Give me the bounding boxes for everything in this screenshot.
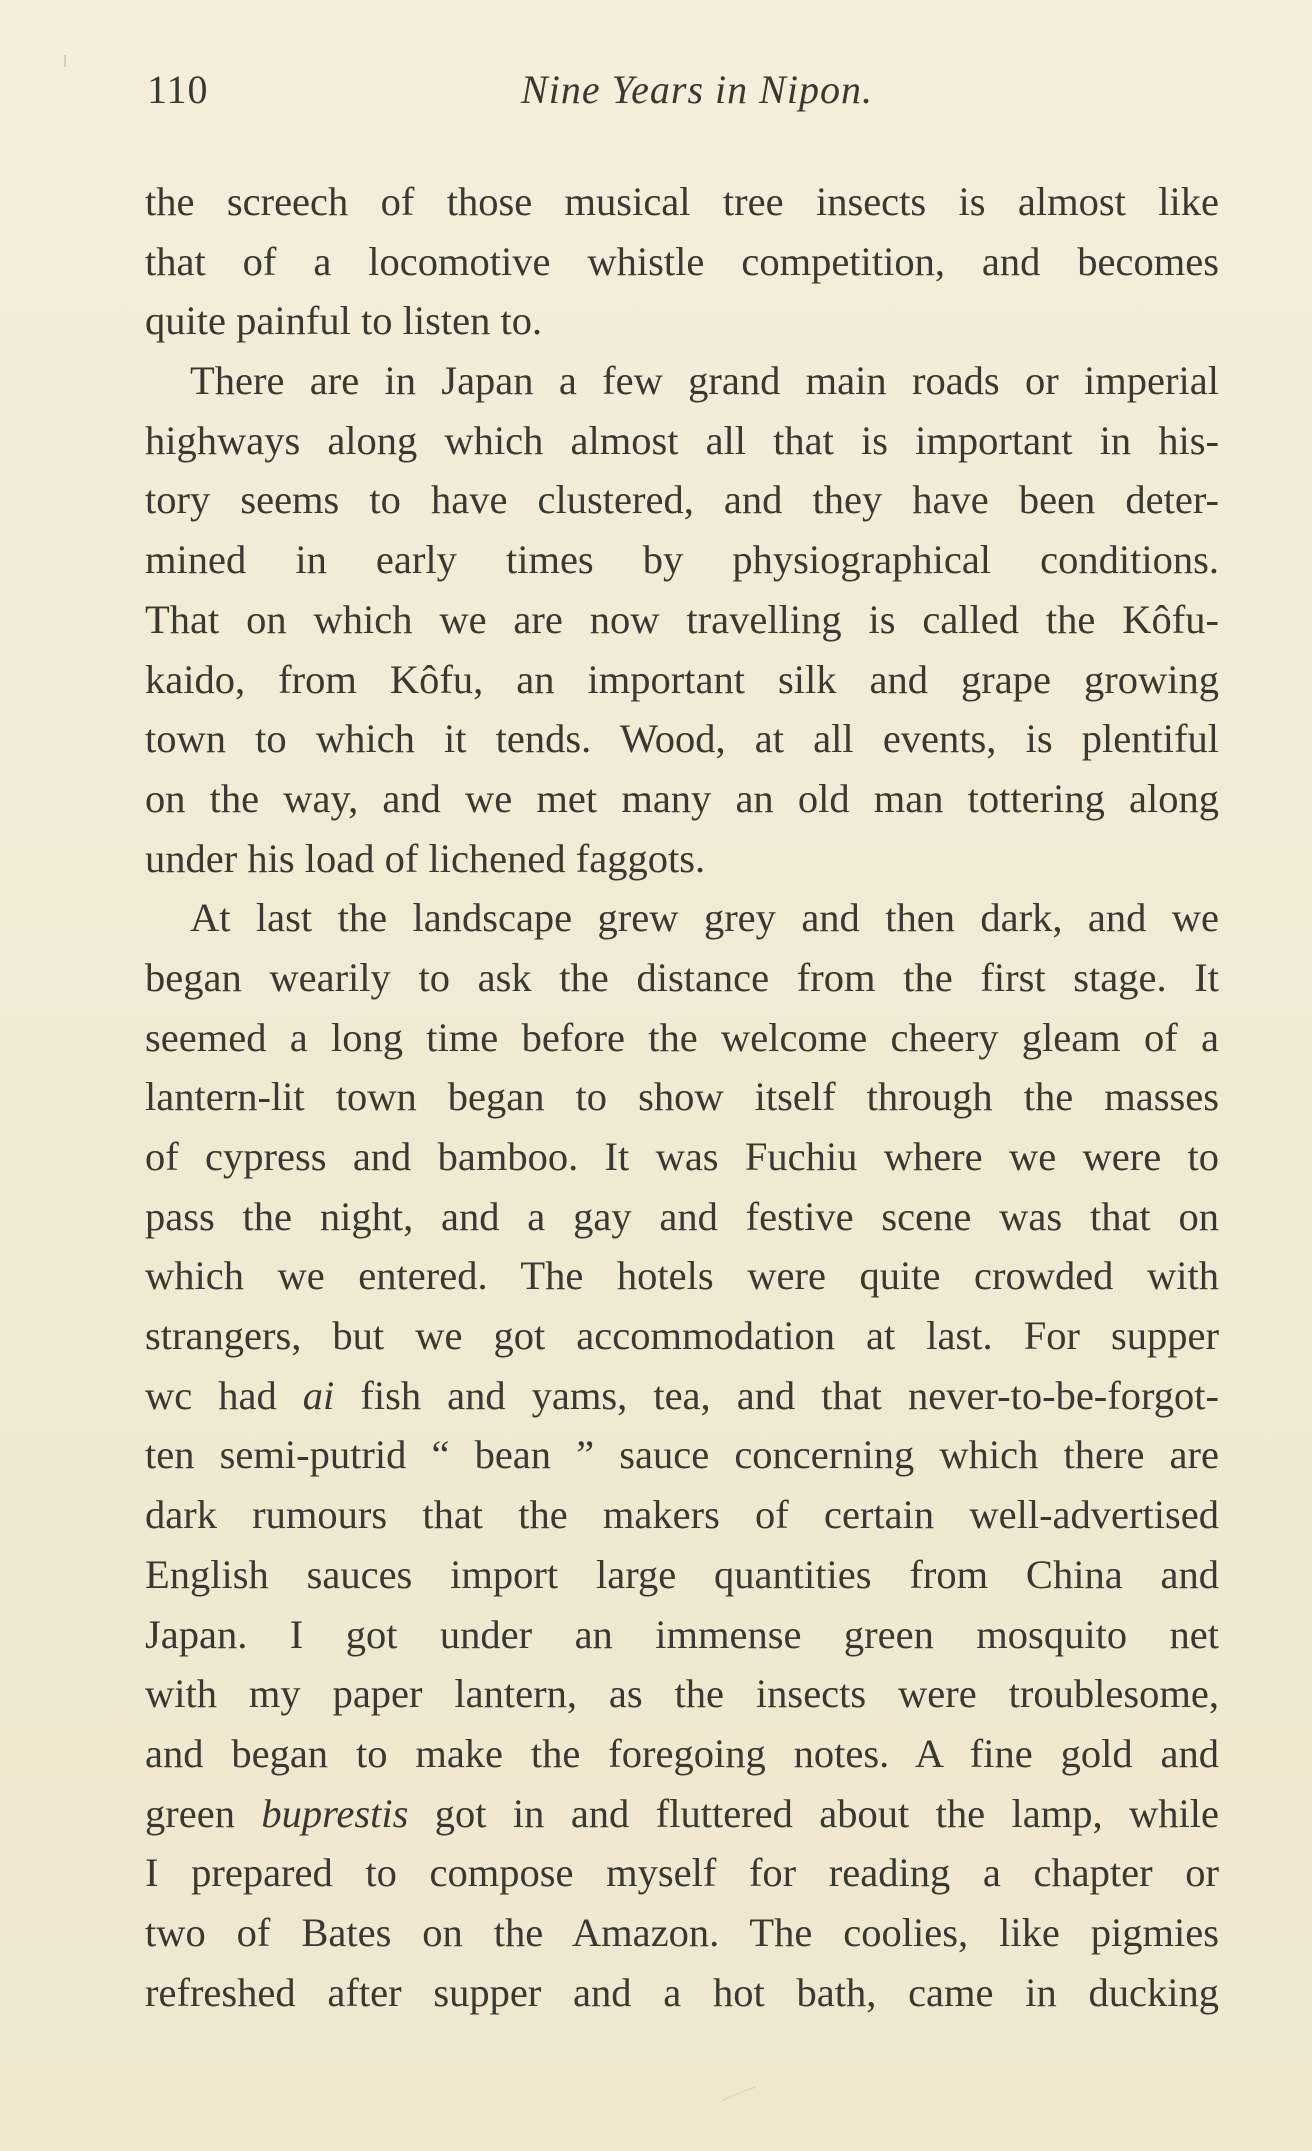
text-line: with my paper lantern, as the insects were troublesome, [145,1671,1219,1717]
text-line: quite painful to listen to. [145,298,543,344]
text-line: English sauces import large quantities from China and [145,1551,1219,1597]
text-line: town to which it tends. Wood, at all events, is plentiful [145,716,1219,762]
page-number: 110 [147,67,209,112]
text-line-with-italic [145,1366,1219,1426]
text-line: which we entered. The hotels were quite crowded with [145,1253,1219,1299]
text-line: began wearily to ask the distance from the first stage. It [145,954,1219,1000]
text-line: and began to make the foregoing notes. A fine gold and [145,1730,1219,1776]
text-line: on the way, and we met many an old man tottering along [145,775,1219,821]
text-line: of cypress and bamboo. It was Fuchiu where we were to [145,1134,1219,1179]
body-text [145,172,1219,2022]
line-prefix: wc had [145,1372,277,1418]
text-line: That on which we are now travelling is called the Kôfu- [145,596,1219,642]
line-rest: got in and fluttered about the lamp, while [434,1790,1220,1836]
text-line: refreshed after supper and a hot bath, came in ducking [145,1969,1219,2015]
paragraph-start-line: There are in Japan a few grand main roads or imperial [190,358,1219,404]
italic-word: buprestis [261,1790,409,1836]
text-line: two of Bates on the Amazon. The coolies, like pigmies [145,1909,1219,1955]
line-rest: fish and yams, tea, and that never-to-be-forgot- [360,1372,1220,1418]
text-line: pass the night, and a gay and festive scene was that on [145,1193,1219,1239]
page-edge-mark [64,55,66,67]
line-prefix: green [145,1790,235,1836]
text-line: ten semi-putrid “ bean ” sauce concerning which there are [145,1432,1219,1478]
page-header [147,66,1217,126]
text-line: highways along which almost all that is important in his- [145,417,1219,463]
text-line: under his load of lichened faggots. [145,835,706,881]
italic-word: ai [302,1372,335,1418]
text-line: kaido, from Kôfu, an important silk and grape growing [145,656,1219,702]
text-line: seemed a long time before the welcome cheery gleam of a [145,1014,1219,1060]
text-line: tory seems to have clustered, and they have been deter- [145,477,1219,523]
text-line: I prepared to compose myself for reading a chapter or [145,1850,1219,1896]
text-line: lantern-lit town began to show itself through the masses [145,1074,1219,1120]
text-line: mined in early times by physiographical conditions. [145,537,1219,583]
text-line: Japan. I got under an immense green mosquito net [145,1611,1219,1657]
blemish-icon [720,2085,760,2103]
text-line-with-italic [145,1784,1219,1844]
paper-blemish [720,2085,760,2103]
text-line: strangers, but we got accommodation at last. For supper [145,1313,1219,1359]
paragraph-start-line: At last the landscape grew grey and then dark, and we [190,895,1219,941]
text-line: the screech of those musical tree insects is almost like [145,179,1219,224]
running-title: Nine Years in Nipon. [521,67,873,112]
text-line: that of a locomotive whistle competition, and becomes [145,238,1219,284]
text-line: dark rumours that the makers of certain well-advertised [145,1492,1219,1538]
